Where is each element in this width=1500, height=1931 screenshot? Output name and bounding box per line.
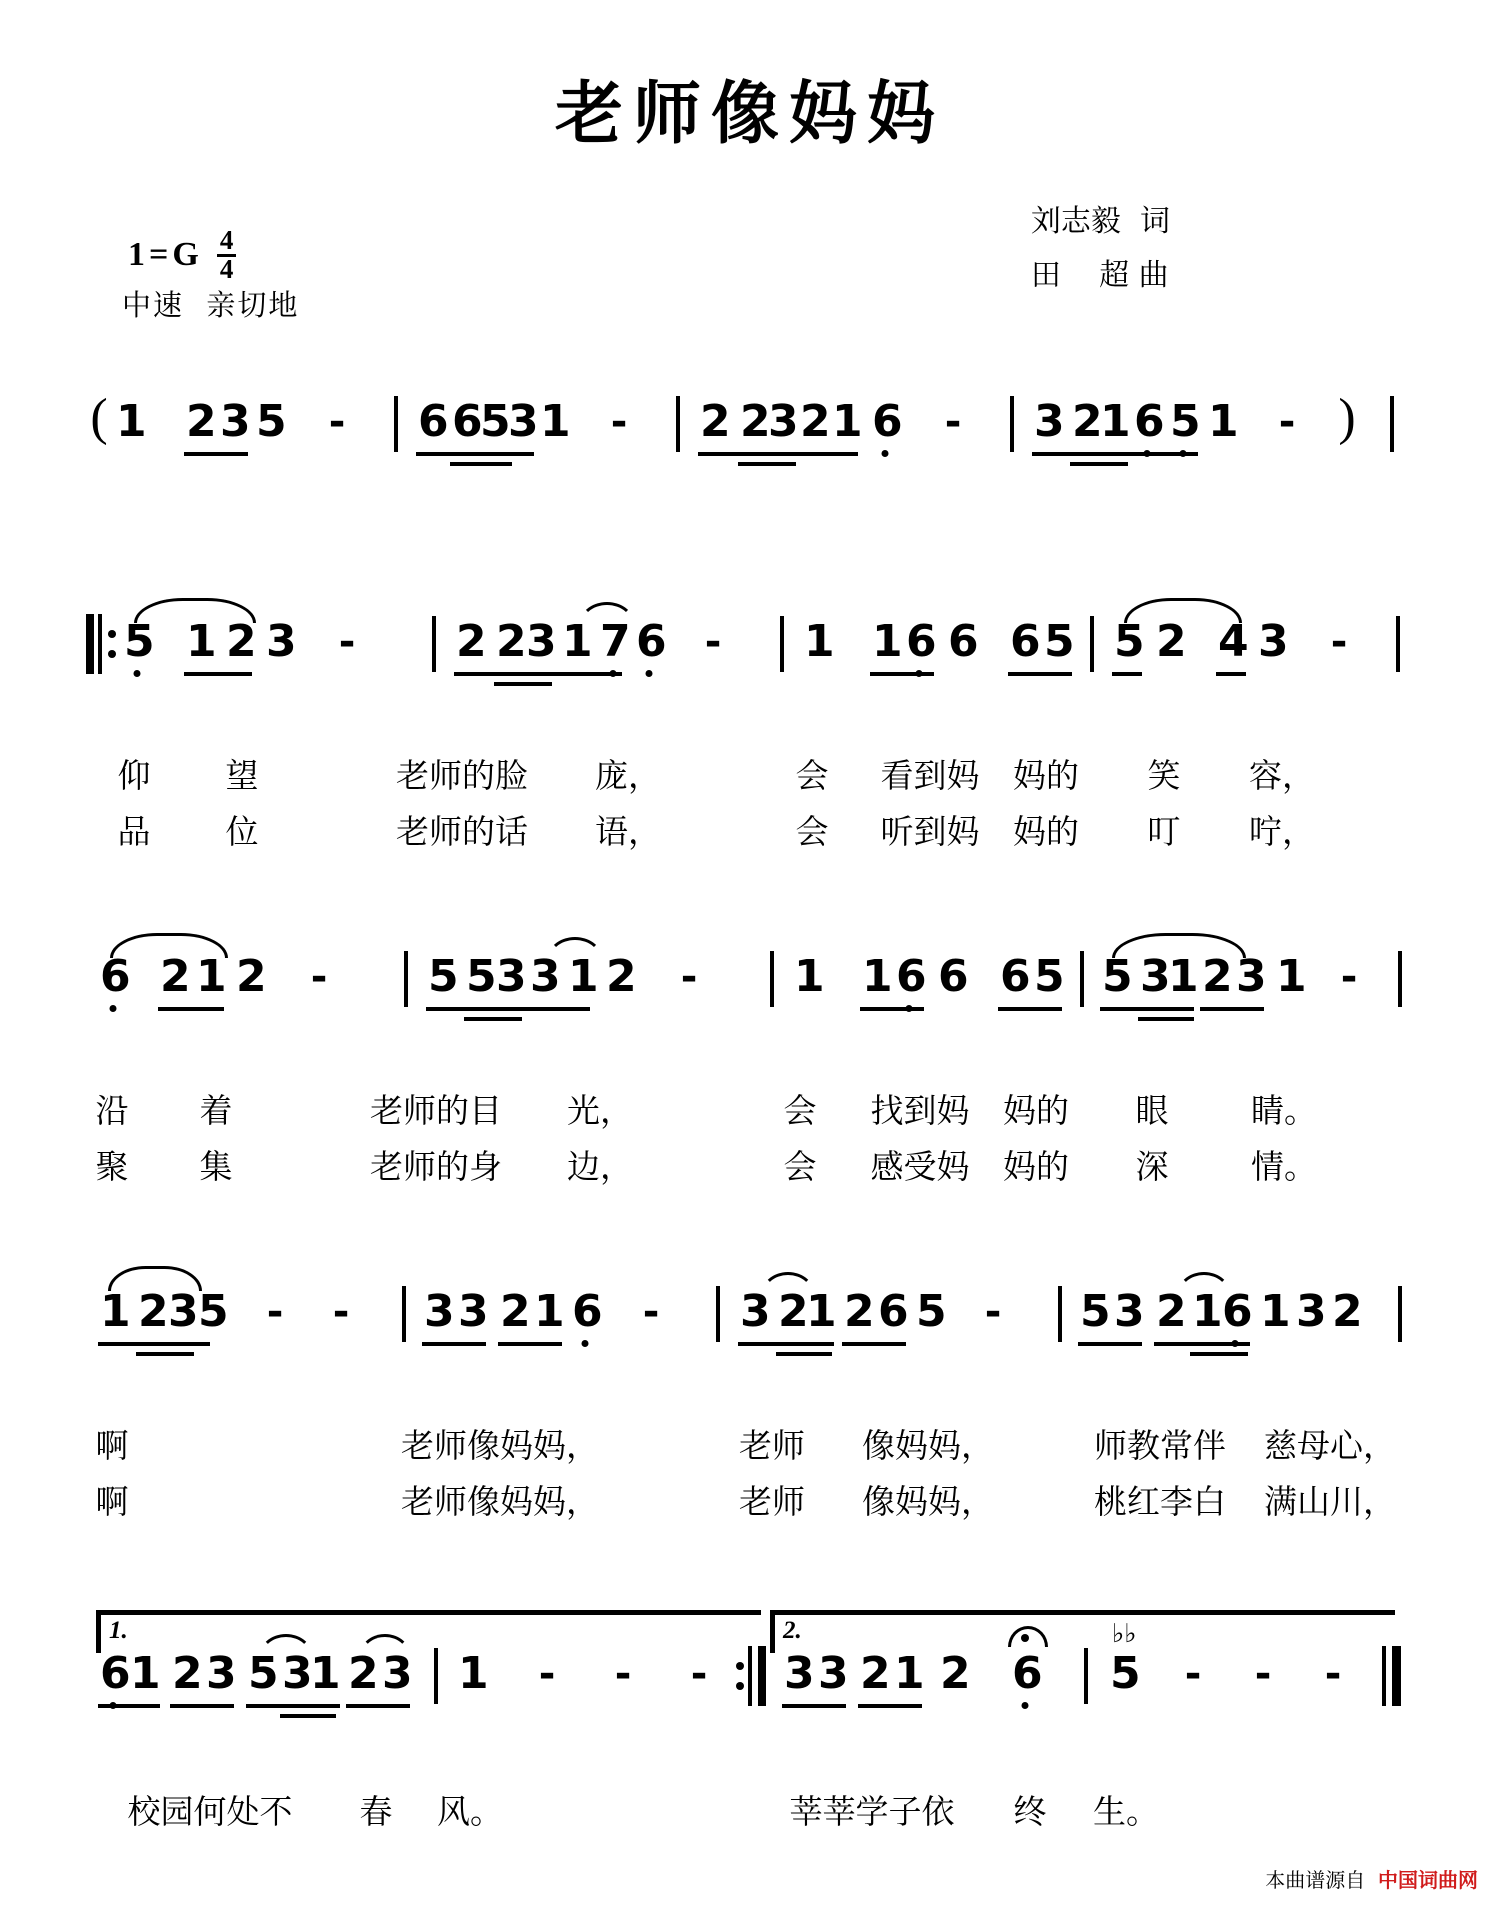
note: 6: [636, 620, 662, 664]
note: 3: [382, 1648, 413, 1699]
credits-block: [1031, 195, 1170, 303]
octave-down-dot: [110, 1005, 117, 1012]
note: 2: [186, 396, 217, 447]
note: 5: [1034, 951, 1065, 1002]
lyric-syllable: 春: [359, 1792, 393, 1831]
lyric-syllable: 笑: [1147, 756, 1181, 795]
sustain-dash: -: [944, 399, 962, 445]
beam-line: [738, 1342, 834, 1346]
lyric-syllable: 庞，: [595, 756, 661, 795]
lyric-syllable: 啊: [95, 1426, 129, 1465]
note: 2: [860, 1648, 891, 1699]
lyric-syllable: 老师像妈妈，: [401, 1482, 599, 1521]
system-2: [0, 616, 1500, 851]
lyric-syllable: 边，: [567, 1147, 633, 1186]
note: 6: [906, 620, 932, 664]
beam-line: [498, 1342, 562, 1346]
note: 2: [740, 396, 771, 447]
note: 2: [700, 396, 731, 447]
note: 3: [266, 616, 297, 667]
lyric-row-5: [0, 1790, 1500, 1846]
beam-line: [860, 1007, 924, 1011]
note: 1: [862, 951, 893, 1002]
lyric-syllable: 深: [1135, 1147, 1169, 1186]
beam-line: [98, 1704, 160, 1708]
beam-line: [422, 1342, 486, 1346]
octave-down-dot: [882, 450, 889, 457]
note: 3: [508, 396, 539, 447]
note: 2: [778, 1286, 809, 1337]
note: 1: [1100, 396, 1131, 447]
note: 3: [1140, 951, 1171, 1002]
note: 3: [424, 1286, 455, 1337]
lyric-syllable: 咛，: [1249, 812, 1315, 851]
system-4: [0, 1286, 1500, 1521]
beam-line: [184, 672, 252, 676]
beam-line: [136, 1352, 194, 1356]
note-row-2: [0, 616, 1500, 696]
sustain-dash: -: [704, 619, 722, 665]
barline: [716, 1286, 720, 1342]
lyric-syllable: 校园何处不: [127, 1792, 293, 1831]
note: 7: [600, 620, 626, 664]
barline: [432, 616, 436, 672]
lyric-syllable: 看到妈: [880, 756, 980, 795]
note: 5: [466, 951, 497, 1002]
sustain-dash: -: [690, 1651, 708, 1697]
note: 1: [568, 951, 599, 1002]
lyric-syllable: 老师: [739, 1426, 805, 1465]
close-paren: ): [1338, 389, 1356, 446]
lyric-syllable: 沿: [95, 1091, 129, 1130]
barline: [1010, 396, 1014, 452]
note: 1: [1192, 1286, 1223, 1337]
beam-line: [246, 1704, 340, 1708]
note: 2: [1156, 616, 1187, 667]
note: 5: [1110, 1648, 1141, 1699]
note-row-5: [0, 1619, 1500, 1728]
beam-line: [1138, 1017, 1194, 1021]
barline: [1090, 616, 1094, 672]
note: 2: [940, 1648, 971, 1699]
note: 1: [1208, 396, 1239, 447]
note: 1: [534, 1286, 565, 1337]
beam-line: [870, 672, 934, 676]
note: 6: [938, 951, 969, 1002]
note: 3: [1114, 1286, 1145, 1337]
lyric-syllable: 听到妈: [880, 812, 980, 851]
lyric-syllable: 光，: [567, 1091, 633, 1130]
footer-attribution: [1240, 1840, 1478, 1917]
beam-line: [560, 672, 622, 676]
lyric-syllable: 找到妈: [870, 1091, 970, 1130]
lyric-syllable: 老师: [739, 1482, 805, 1521]
note: 2: [138, 1286, 169, 1337]
note: 1: [196, 951, 227, 1002]
note: 2: [1156, 1286, 1187, 1337]
note: 2: [1332, 1286, 1363, 1337]
sustain-dash: -: [1324, 1651, 1342, 1697]
lyric-syllable: 满山川，: [1264, 1482, 1396, 1521]
beam-line: [1032, 452, 1198, 456]
lyric-row-2-verse-2: [0, 810, 1500, 866]
note: 6: [1012, 1652, 1038, 1696]
beam-line: [416, 452, 534, 456]
sustain-dash: -: [1184, 1651, 1202, 1697]
note: 1: [872, 616, 903, 667]
sustain-dash: -: [614, 1651, 632, 1697]
equals-sign: =: [149, 236, 169, 274]
note: 1: [562, 616, 593, 667]
beam-line: [782, 1704, 846, 1708]
beam-line: [184, 452, 248, 456]
lyricist-credit: 刘志毅 词: [1030, 204, 1170, 239]
octave-down-dot: [646, 670, 653, 677]
beam-line: [1154, 1342, 1250, 1346]
barline: [676, 396, 680, 452]
lyric-syllable: 会: [783, 1147, 817, 1186]
barline: [1080, 951, 1084, 1007]
note: 1: [116, 396, 147, 447]
note: 1: [1260, 1286, 1291, 1337]
note: 2: [496, 616, 527, 667]
barline: [394, 396, 398, 452]
lyric-syllable: 眼: [1135, 1091, 1169, 1130]
note: 3: [458, 1286, 489, 1337]
system-3: [0, 951, 1500, 1186]
note: 5: [248, 1648, 279, 1699]
note: 2: [500, 1286, 531, 1337]
note: 6: [418, 396, 449, 447]
lyric-syllable: 生。: [1093, 1792, 1159, 1831]
note: 5: [256, 396, 287, 447]
lyric-syllable: 会: [795, 812, 829, 851]
composer-credit: 田 超 曲: [1030, 258, 1169, 293]
lyric-syllable: 师教常伴: [1094, 1426, 1226, 1465]
beam-line: [776, 1352, 832, 1356]
note: 5: [1170, 400, 1196, 444]
note: 3: [1236, 951, 1267, 1002]
lyric-syllable: 莘莘学子依: [789, 1792, 955, 1831]
note: 3: [220, 396, 251, 447]
sustain-dash: -: [680, 954, 698, 1000]
note: 2: [800, 396, 831, 447]
sustain-dash: -: [1340, 954, 1358, 1000]
beam-line: [346, 1704, 410, 1708]
octave-down-dot: [582, 1340, 589, 1347]
lyric-syllable: 叮: [1147, 812, 1181, 851]
beam-line: [1070, 462, 1128, 466]
lyric-syllable: 聚: [95, 1147, 129, 1186]
note: 1: [794, 951, 825, 1002]
beam-line: [1112, 672, 1142, 676]
note: 1: [186, 616, 217, 667]
barline: [1398, 1286, 1402, 1342]
barline: [780, 616, 784, 672]
lyric-syllable: 妈的: [1013, 812, 1079, 851]
lyric-syllable: 像妈妈，: [862, 1482, 994, 1521]
note: 2: [606, 951, 637, 1002]
note: 6: [1000, 951, 1031, 1002]
note: 3: [818, 1648, 849, 1699]
note: 5: [198, 1286, 229, 1337]
lyric-syllable: 情。: [1251, 1147, 1317, 1186]
sustain-dash: -: [332, 1289, 350, 1335]
note: 1: [832, 396, 863, 447]
sustain-dash: -: [984, 1289, 1002, 1335]
beam-line: [528, 1007, 590, 1011]
note: 6: [452, 396, 483, 447]
lyric-row-3-verse-2: [0, 1145, 1500, 1201]
first-ending-bracket: [96, 1610, 761, 1653]
note: 6: [1010, 616, 1041, 667]
note: 1: [458, 1648, 489, 1699]
lyric-syllable: 睛。: [1251, 1091, 1317, 1130]
note: 3: [282, 1648, 313, 1699]
beam-line: [454, 672, 568, 676]
beam-line: [170, 1704, 234, 1708]
note-row-3: [0, 951, 1500, 1031]
note: 2: [1202, 951, 1233, 1002]
lyric-syllable: 着: [199, 1091, 233, 1130]
page-title: 老师像妈妈: [554, 74, 945, 154]
note: 5: [1080, 1286, 1111, 1337]
note: 2: [172, 1648, 203, 1699]
note: 2: [456, 616, 487, 667]
barline: [1396, 616, 1400, 672]
note: 1: [100, 1286, 131, 1337]
note: 5: [124, 620, 150, 664]
lyric-syllable: 仰: [117, 756, 151, 795]
lyric-row-4-verse-2: [0, 1480, 1500, 1536]
lyric-syllable: 感受妈: [870, 1147, 970, 1186]
barline: [404, 951, 408, 1007]
fermata-icon: [1008, 1626, 1042, 1644]
note: 2: [844, 1286, 875, 1337]
mordent-icon: ♭♭: [1112, 1619, 1137, 1649]
sustain-dash: -: [310, 954, 328, 1000]
note-row-1: [0, 389, 1500, 476]
lyric-syllable: 妈的: [1003, 1147, 1069, 1186]
note: 5: [1114, 616, 1145, 667]
lyric-row-4-verse-1: [0, 1424, 1500, 1480]
meter-numerator: 4: [217, 228, 237, 257]
lyric-syllable: 会: [795, 756, 829, 795]
lyric-syllable: 会: [783, 1091, 817, 1130]
beam-line: [98, 1342, 210, 1346]
sustain-dash: -: [328, 399, 346, 445]
beam-line: [464, 1017, 522, 1021]
lyric-syllable: 像妈妈，: [862, 1426, 994, 1465]
lyric-syllable: 品: [117, 812, 151, 851]
note: 1: [540, 396, 571, 447]
note: 3: [768, 396, 799, 447]
beam-line: [1190, 1352, 1248, 1356]
barline: [1390, 396, 1394, 452]
note: 3: [1258, 616, 1289, 667]
lyric-syllable: 集: [199, 1147, 233, 1186]
site-name-link[interactable]: 中国词曲网: [1378, 1868, 1478, 1892]
note: 3: [1034, 396, 1065, 447]
source-label: 本曲谱源自: [1265, 1868, 1366, 1892]
note: 3: [784, 1648, 815, 1699]
do-label: 1: [128, 236, 145, 274]
lyric-syllable: 位: [225, 812, 259, 851]
note: 5: [428, 951, 459, 1002]
lyric-syllable: 望: [225, 756, 259, 795]
note: 5: [480, 396, 511, 447]
note: 6: [1134, 400, 1160, 444]
note: 2: [1072, 396, 1103, 447]
lyric-syllable: 老师的身: [370, 1147, 502, 1186]
lyric-syllable: 妈的: [1013, 756, 1079, 795]
note: 6: [948, 616, 979, 667]
note: 1: [1168, 951, 1199, 1002]
second-ending-bracket: [770, 1610, 1395, 1653]
note: 1: [804, 616, 835, 667]
key-signature: [128, 225, 236, 284]
note-row-4: [0, 1286, 1500, 1366]
first-ending-label: 1.: [109, 1617, 128, 1644]
note: 1: [806, 1286, 837, 1337]
sustain-dash: -: [1254, 1651, 1272, 1697]
meter-denominator: 4: [219, 253, 234, 284]
lyric-syllable: 语，: [595, 812, 661, 851]
beam-line: [1100, 1007, 1194, 1011]
beam-line: [158, 1007, 224, 1011]
note: 4: [1218, 616, 1249, 667]
lyric-syllable: 容，: [1249, 756, 1315, 795]
system-5-endings: [0, 1610, 1500, 1831]
beam-line: [1008, 672, 1072, 676]
second-ending-label: 2.: [783, 1617, 802, 1644]
sustain-dash: -: [1278, 399, 1296, 445]
note: 2: [226, 616, 257, 667]
note: 3: [1296, 1286, 1327, 1337]
note: 6: [872, 400, 898, 444]
beam-line: [842, 1342, 906, 1346]
lyric-row-3-verse-1: [0, 1089, 1500, 1145]
beam-line: [698, 452, 858, 456]
note: 3: [740, 1286, 771, 1337]
beam-line: [450, 462, 512, 466]
lyric-syllable: 老师的脸: [396, 756, 528, 795]
lyric-syllable: 老师的话: [396, 812, 528, 851]
note: 3: [530, 951, 561, 1002]
note: 3: [526, 616, 557, 667]
note: 6: [1222, 1290, 1248, 1334]
note: 6: [100, 1652, 126, 1696]
barline: [402, 1286, 406, 1342]
note: 1: [130, 1648, 161, 1699]
sustain-dash: -: [1330, 619, 1348, 665]
sustain-dash: -: [642, 1289, 660, 1335]
note: 2: [348, 1648, 379, 1699]
sustain-dash: -: [338, 619, 356, 665]
lyric-syllable: 慈母心，: [1264, 1426, 1396, 1465]
note: 3: [496, 951, 527, 1002]
lyric-syllable: 老师像妈妈，: [401, 1426, 599, 1465]
lyric-syllable: 桃红李白: [1094, 1482, 1226, 1521]
key-letter: G: [172, 236, 199, 274]
note: 2: [160, 951, 191, 1002]
note: 6: [896, 955, 922, 999]
note: 5: [916, 1286, 947, 1337]
note: 3: [168, 1286, 199, 1337]
open-paren: (: [90, 389, 108, 446]
sustain-dash: -: [610, 399, 628, 445]
beam-line: [858, 1704, 922, 1708]
sustain-dash: -: [266, 1289, 284, 1335]
time-signature: [217, 225, 237, 284]
lyric-syllable: 啊: [95, 1482, 129, 1521]
note: 1: [894, 1648, 925, 1699]
note: 5: [1102, 951, 1133, 1002]
beam-line: [494, 682, 552, 686]
lyric-row-2-verse-1: [0, 754, 1500, 810]
note: 2: [236, 951, 267, 1002]
beam-line: [1078, 1342, 1142, 1346]
note: 1: [310, 1648, 341, 1699]
barline: [1084, 1648, 1088, 1704]
beam-line: [426, 1007, 538, 1011]
beam-line: [280, 1714, 336, 1718]
lyric-syllable: 终: [1013, 1792, 1047, 1831]
note: 6: [572, 1290, 598, 1334]
lyric-syllable: 风。: [437, 1792, 503, 1831]
note: 3: [206, 1648, 237, 1699]
tempo-marking: 中速 亲切地: [122, 288, 300, 322]
note: 5: [1044, 616, 1075, 667]
system-1-intro: [0, 389, 1500, 476]
octave-down-dot: [134, 670, 141, 677]
beam-line: [1200, 1007, 1264, 1011]
lyric-syllable: 老师的目: [370, 1091, 502, 1130]
sustain-dash: -: [538, 1651, 556, 1697]
octave-down-dot: [1022, 1702, 1029, 1709]
note: 1: [1276, 951, 1307, 1002]
beam-line: [998, 1007, 1062, 1011]
barline: [770, 951, 774, 1007]
beam-line: [1216, 672, 1246, 676]
barline: [434, 1648, 438, 1704]
note: 6: [100, 955, 126, 999]
note: 6: [878, 1286, 909, 1337]
lyric-syllable: 妈的: [1003, 1091, 1069, 1130]
barline: [1058, 1286, 1062, 1342]
barline: [1398, 951, 1402, 1007]
beam-line: [738, 462, 796, 466]
